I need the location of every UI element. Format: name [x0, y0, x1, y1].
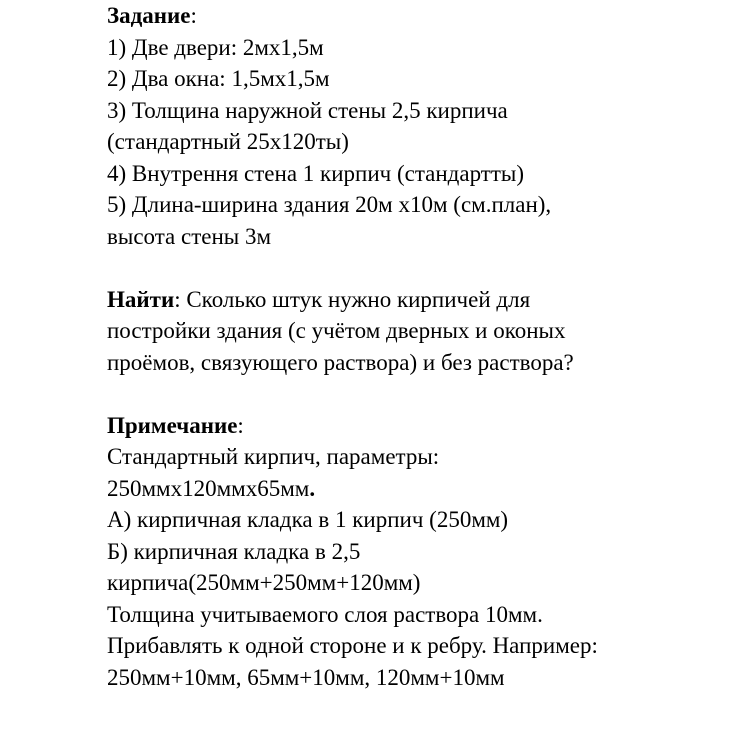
paragraph-gap [107, 378, 737, 410]
note-line-b-cont: кирпича(250мм+250мм+120мм) [107, 570, 421, 595]
note-line-a: А) кирпичная кладка в 1 кирпич (250мм) [107, 507, 509, 532]
task-item-5: 5) Длина-ширина здания 20м х10м (см.план), [107, 192, 552, 217]
note-mortar-thickness: Толщина учитываемого слоя раствора 10мм. [107, 601, 543, 627]
note-line-2 [107, 473, 737, 505]
find-question-line-2: постройки здания (с учётом дверных и оконых [107, 318, 566, 343]
task-heading-line [107, 0, 737, 32]
task-heading: Задание [107, 3, 191, 28]
task-item-3-cont: (стандартный 25х120ты) [107, 129, 349, 154]
note-heading-line [107, 410, 737, 442]
note-line-1: Стандартный кирпич, параметры: [107, 444, 440, 469]
task-item-2: 2) Два окна: 1,5мх1,5м [107, 66, 330, 91]
note-line-b: Б) кирпичная кладка в 2,5 [107, 538, 361, 564]
note-mortar-rule: Прибавлять к одной стороне и к ребру. Например: [107, 633, 598, 658]
task-item-4: 4) Внутрення стена 1 кирпич (стандартты) [107, 160, 524, 186]
find-question-line-3: проёмов, связующего раствора) и без раствора? [107, 349, 574, 375]
document [107, 0, 737, 693]
find-heading: Найти [107, 286, 175, 312]
find-question-start: : Сколько штук нужно кирпичей для [174, 286, 531, 312]
brick-dimensions: 250ммх120ммх65мм [107, 475, 310, 501]
task-item-1: 1) Две двери: 2мх1,5м [107, 34, 324, 60]
note-heading: Примечание [107, 412, 238, 438]
paragraph-gap [107, 252, 737, 284]
find-heading-line [107, 284, 737, 316]
task-heading-colon: : [190, 3, 197, 28]
note-mortar-example: 250мм+10мм, 65мм+10мм, 120мм+10мм [107, 664, 505, 690]
task-item-5-cont: высота стены 3м [107, 223, 272, 249]
note-heading-colon: : [237, 412, 244, 438]
task-item-3: 3) Толщина наружной стены 2,5 кирпича [107, 97, 508, 123]
brick-dimensions-dot: . [309, 475, 316, 501]
